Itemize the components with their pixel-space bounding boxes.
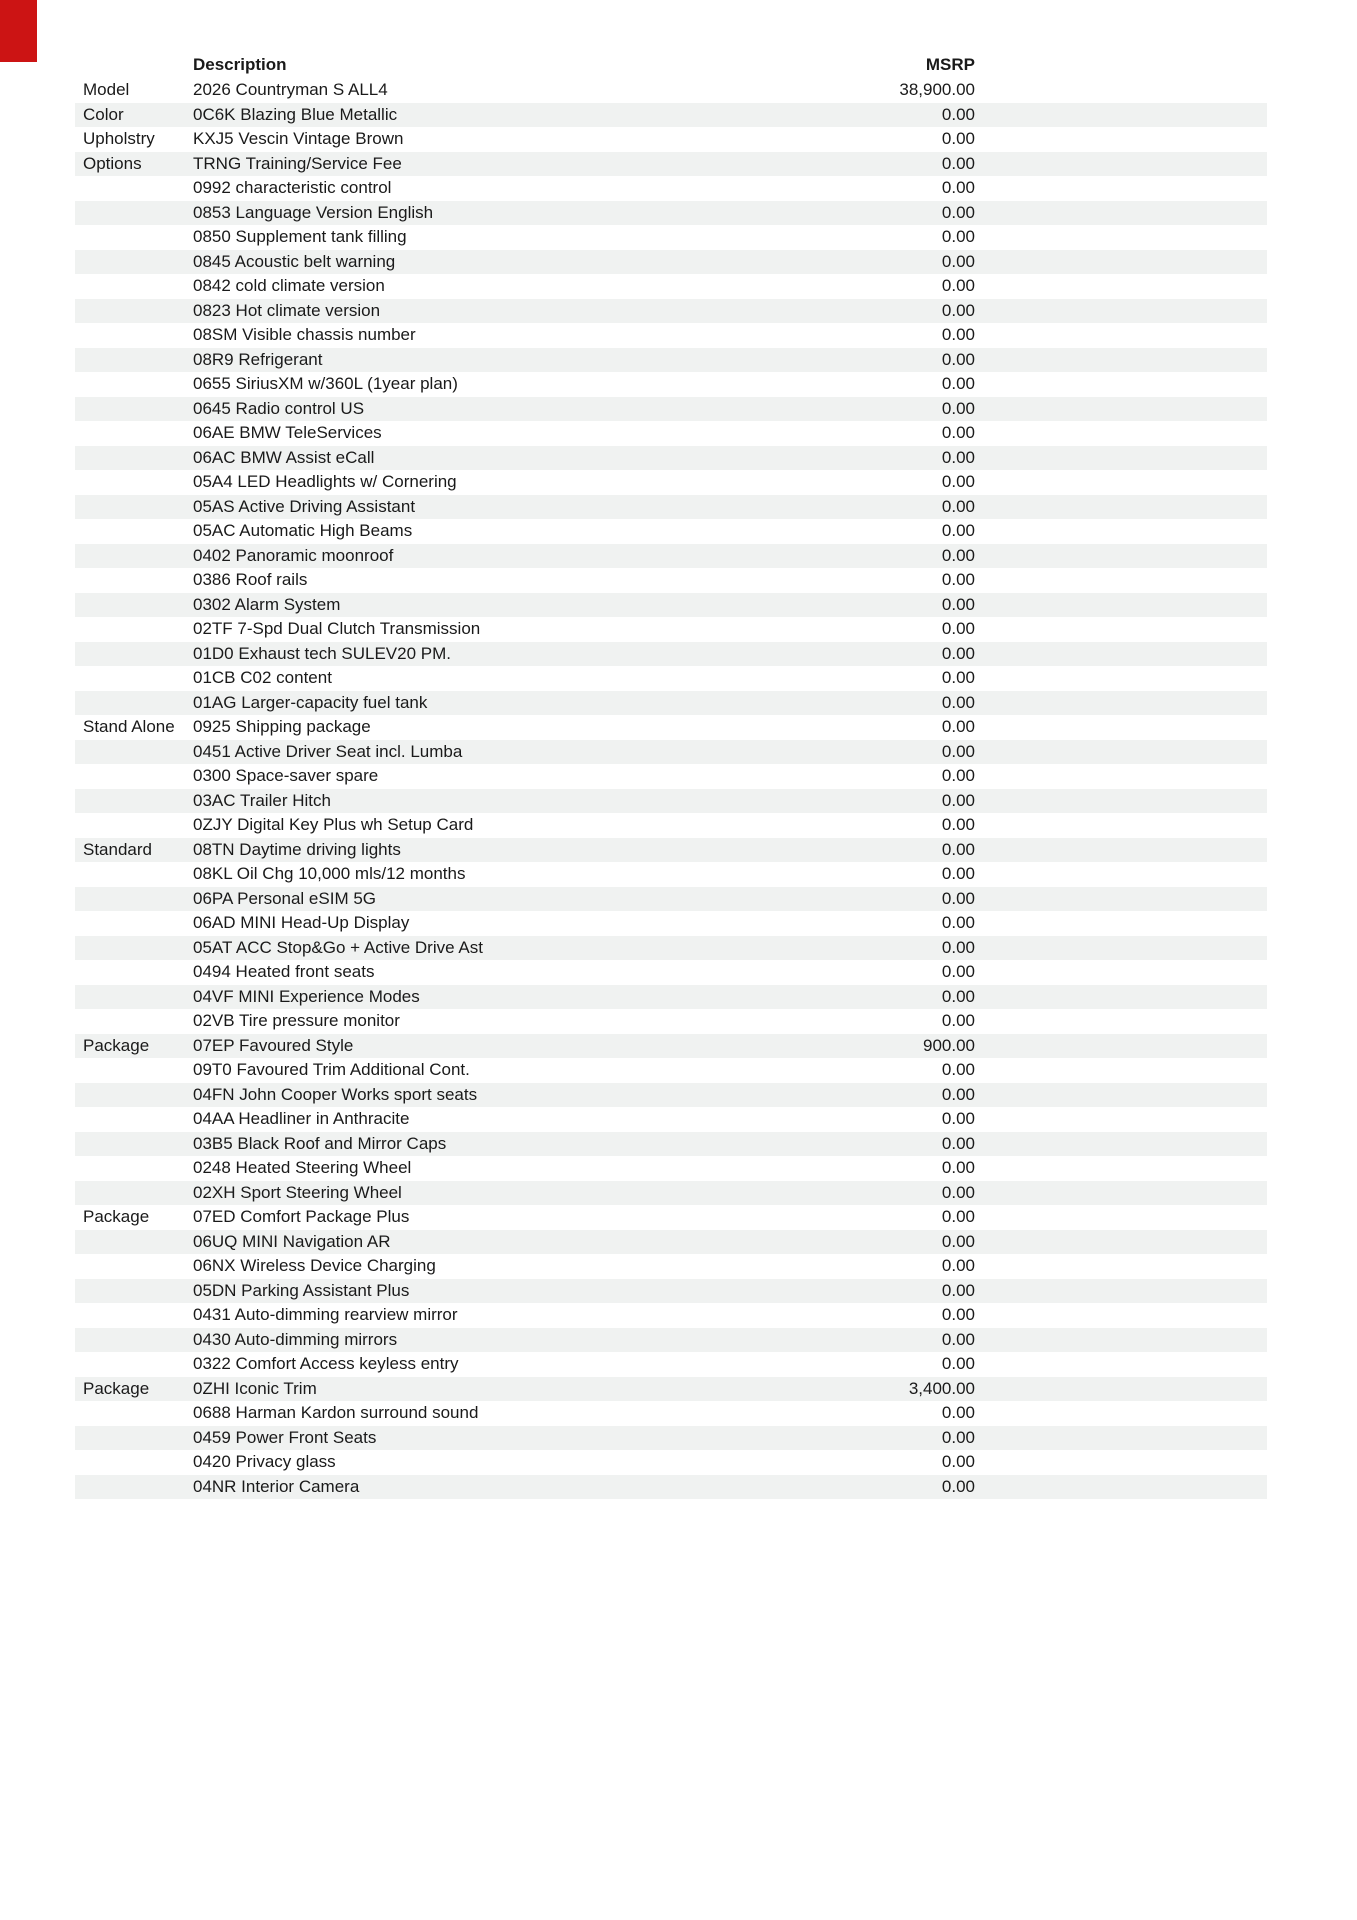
description-cell: 07ED Comfort Package Plus xyxy=(193,1207,410,1227)
table-row xyxy=(75,1352,1267,1377)
msrp-cell: 0.00 xyxy=(941,398,975,418)
msrp-cell: 0.00 xyxy=(941,643,975,663)
table-row xyxy=(75,838,1267,863)
msrp-cell: 0.00 xyxy=(941,1084,975,1104)
msrp-cell: 0.00 xyxy=(941,1427,975,1447)
msrp-cell: 0.00 xyxy=(941,668,975,688)
msrp-cell: 0.00 xyxy=(941,1329,975,1349)
msrp-cell: 0.00 xyxy=(941,472,975,492)
msrp-cell: 0.00 xyxy=(941,962,975,982)
table-row xyxy=(75,1107,1267,1132)
description-cell: 0C6K Blazing Blue Metallic xyxy=(193,104,398,124)
table-row xyxy=(75,495,1267,520)
description-cell: 0300 Space-saver spare xyxy=(193,766,379,786)
description-cell: 01CB C02 content xyxy=(193,668,332,688)
description-cell: 06AE BMW TeleServices xyxy=(193,423,382,443)
table-row xyxy=(75,1279,1267,1304)
table-row xyxy=(75,397,1267,422)
msrp-cell: 0.00 xyxy=(941,178,975,198)
category-cell: Package xyxy=(83,1035,150,1055)
msrp-cell: 0.00 xyxy=(941,129,975,149)
table-row xyxy=(75,78,1267,103)
table-row xyxy=(75,1034,1267,1059)
description-cell: 05AT ACC Stop&Go + Active Drive Ast xyxy=(193,937,483,957)
table-row xyxy=(75,862,1267,887)
msrp-cell: 0.00 xyxy=(941,937,975,957)
table-row xyxy=(75,1083,1267,1108)
description-cell: 05A4 LED Headlights w/ Cornering xyxy=(193,472,457,492)
description-cell: 08TN Daytime driving lights xyxy=(193,839,401,859)
table-row xyxy=(75,617,1267,642)
description-cell: 2026 Countryman S ALL4 xyxy=(193,80,388,100)
description-cell: 05AS Active Driving Assistant xyxy=(193,496,416,516)
table-row xyxy=(75,299,1267,324)
msrp-cell: 0.00 xyxy=(941,839,975,859)
table-row xyxy=(75,985,1267,1010)
description-cell: 05DN Parking Assistant Plus xyxy=(193,1280,410,1300)
category-cell: Color xyxy=(83,104,124,124)
description-cell: 08R9 Refrigerant xyxy=(193,349,323,369)
table-row xyxy=(75,813,1267,838)
description-cell: 0302 Alarm System xyxy=(193,594,341,614)
msrp-cell: 0.00 xyxy=(941,325,975,345)
description-cell: 0823 Hot climate version xyxy=(193,300,381,320)
description-cell: 03AC Trailer Hitch xyxy=(193,790,331,810)
description-cell: 0853 Language Version English xyxy=(193,202,434,222)
table-row xyxy=(75,666,1267,691)
table-row xyxy=(75,225,1267,250)
msrp-cell: 0.00 xyxy=(941,619,975,639)
table-row xyxy=(75,152,1267,177)
description-cell: 0248 Heated Steering Wheel xyxy=(193,1158,412,1178)
table-row xyxy=(75,470,1267,495)
category-cell: Package xyxy=(83,1207,150,1227)
table-row xyxy=(75,642,1267,667)
description-cell: 03B5 Black Roof and Mirror Caps xyxy=(193,1133,447,1153)
msrp-cell: 0.00 xyxy=(941,374,975,394)
description-cell: 04FN John Cooper Works sport seats xyxy=(193,1084,478,1104)
table-row xyxy=(75,1009,1267,1034)
description-cell: TRNG Training/Service Fee xyxy=(193,153,402,173)
table-row xyxy=(75,593,1267,618)
description-cell: 0322 Comfort Access keyless entry xyxy=(193,1354,459,1374)
description-cell: 0845 Acoustic belt warning xyxy=(193,251,396,271)
msrp-cell: 0.00 xyxy=(941,864,975,884)
description-cell: 0459 Power Front Seats xyxy=(193,1427,377,1447)
msrp-cell: 0.00 xyxy=(941,153,975,173)
description-cell: 0494 Heated front seats xyxy=(193,962,375,982)
category-cell: Stand Alone xyxy=(83,717,175,737)
description-cell: 06AC BMW Assist eCall xyxy=(193,447,375,467)
msrp-cell: 0.00 xyxy=(941,1133,975,1153)
category-cell: Standard xyxy=(83,839,152,859)
msrp-cell: 0.00 xyxy=(941,349,975,369)
description-cell: 08SM Visible chassis number xyxy=(193,325,416,345)
table-row xyxy=(75,176,1267,201)
table-row xyxy=(75,1475,1267,1500)
msrp-cell: 0.00 xyxy=(941,1182,975,1202)
msrp-cell: 0.00 xyxy=(941,202,975,222)
msrp-cell: 3,400.00 xyxy=(908,1378,975,1398)
table-row xyxy=(75,201,1267,226)
table-row xyxy=(75,1254,1267,1279)
description-cell: 0431 Auto-dimming rearview mirror xyxy=(193,1305,458,1325)
table-row xyxy=(75,936,1267,961)
description-cell: 02TF 7-Spd Dual Clutch Transmission xyxy=(193,619,481,639)
msrp-cell: 38,900.00 xyxy=(899,80,975,100)
msrp-cell: 0.00 xyxy=(941,594,975,614)
msrp-cell: 0.00 xyxy=(941,251,975,271)
description-cell: KXJ5 Vescin Vintage Brown xyxy=(193,129,404,149)
description-cell: 0655 SiriusXM w/360L (1year plan) xyxy=(193,374,458,394)
msrp-cell: 0.00 xyxy=(941,1354,975,1374)
table-row xyxy=(75,544,1267,569)
description-cell: 07EP Favoured Style xyxy=(193,1035,354,1055)
msrp-cell: 0.00 xyxy=(941,496,975,516)
msrp-cell: 0.00 xyxy=(941,521,975,541)
msrp-cell: 0.00 xyxy=(941,1109,975,1129)
category-cell: Options xyxy=(83,153,142,173)
table-row xyxy=(75,1132,1267,1157)
table-header-row xyxy=(75,52,1267,78)
description-cell: 0688 Harman Kardon surround sound xyxy=(193,1403,479,1423)
table-row xyxy=(75,960,1267,985)
msrp-cell: 0.00 xyxy=(941,1476,975,1496)
description-cell: 0451 Active Driver Seat incl. Lumba xyxy=(193,741,463,761)
description-cell: 05AC Automatic High Beams xyxy=(193,521,413,541)
msrp-cell: 0.00 xyxy=(941,1158,975,1178)
table-row xyxy=(75,1426,1267,1451)
category-cell: Model xyxy=(83,80,130,100)
msrp-cell: 0.00 xyxy=(941,815,975,835)
table-row xyxy=(75,789,1267,814)
table-row xyxy=(75,887,1267,912)
price-sheet xyxy=(75,52,1267,1499)
table-row xyxy=(75,446,1267,471)
msrp-cell: 0.00 xyxy=(941,570,975,590)
msrp-cell: 0.00 xyxy=(941,1452,975,1472)
table-row xyxy=(75,274,1267,299)
description-cell: 04AA Headliner in Anthracite xyxy=(193,1109,410,1129)
table-row xyxy=(75,740,1267,765)
description-cell: 02VB Tire pressure monitor xyxy=(193,1011,400,1031)
msrp-cell: 0.00 xyxy=(941,1280,975,1300)
description-cell: 01D0 Exhaust tech SULEV20 PM. xyxy=(193,643,451,663)
description-cell: 08KL Oil Chg 10,000 mls/12 months xyxy=(193,864,466,884)
msrp-cell: 0.00 xyxy=(941,1207,975,1227)
msrp-cell: 0.00 xyxy=(941,276,975,296)
table-row xyxy=(75,1205,1267,1230)
description-cell: 06UQ MINI Navigation AR xyxy=(193,1231,391,1251)
description-cell: 02XH Sport Steering Wheel xyxy=(193,1182,402,1202)
description-cell: 0ZHI Iconic Trim xyxy=(193,1378,317,1398)
table-row xyxy=(75,348,1267,373)
table-row xyxy=(75,1156,1267,1181)
msrp-cell: 0.00 xyxy=(941,1231,975,1251)
category-cell: Package xyxy=(83,1378,150,1398)
table-row xyxy=(75,372,1267,397)
msrp-cell: 0.00 xyxy=(941,888,975,908)
table-row xyxy=(75,764,1267,789)
description-cell: 06AD MINI Head-Up Display xyxy=(193,913,410,933)
description-cell: 0842 cold climate version xyxy=(193,276,385,296)
table-row xyxy=(75,568,1267,593)
msrp-cell: 0.00 xyxy=(941,1011,975,1031)
description-cell: 09T0 Favoured Trim Additional Cont. xyxy=(193,1060,470,1080)
table-row xyxy=(75,1303,1267,1328)
msrp-cell: 0.00 xyxy=(941,104,975,124)
description-cell: 04VF MINI Experience Modes xyxy=(193,986,420,1006)
description-cell: 04NR Interior Camera xyxy=(193,1476,360,1496)
table-row xyxy=(75,1181,1267,1206)
msrp-cell: 0.00 xyxy=(941,1305,975,1325)
msrp-cell: 0.00 xyxy=(941,227,975,247)
description-cell: 0850 Supplement tank filling xyxy=(193,227,407,247)
table-row xyxy=(75,911,1267,936)
description-cell: 0386 Roof rails xyxy=(193,570,308,590)
red-corner-mark xyxy=(0,0,37,62)
description-cell: 0645 Radio control US xyxy=(193,398,365,418)
msrp-cell: 0.00 xyxy=(941,447,975,467)
table-row xyxy=(75,715,1267,740)
description-cell: 0402 Panoramic moonroof xyxy=(193,545,394,565)
description-cell: 0430 Auto-dimming mirrors xyxy=(193,1329,398,1349)
msrp-cell: 0.00 xyxy=(941,986,975,1006)
description-cell: 0992 characteristic control xyxy=(193,178,392,198)
table-body xyxy=(75,78,1267,1499)
table-row xyxy=(75,691,1267,716)
table-row xyxy=(75,421,1267,446)
msrp-cell: 0.00 xyxy=(941,1060,975,1080)
msrp-cell: 900.00 xyxy=(923,1035,975,1055)
table-row xyxy=(75,103,1267,128)
msrp-cell: 0.00 xyxy=(941,692,975,712)
description-column-header: Description xyxy=(193,55,287,74)
msrp-cell: 0.00 xyxy=(941,766,975,786)
description-cell: 06NX Wireless Device Charging xyxy=(193,1256,436,1276)
description-cell: 0420 Privacy glass xyxy=(193,1452,336,1472)
msrp-cell: 0.00 xyxy=(941,545,975,565)
table-row xyxy=(75,519,1267,544)
description-cell: 0925 Shipping package xyxy=(193,717,371,737)
table-row xyxy=(75,1377,1267,1402)
table-row xyxy=(75,127,1267,152)
msrp-cell: 0.00 xyxy=(941,300,975,320)
msrp-cell: 0.00 xyxy=(941,423,975,443)
description-cell: 0ZJY Digital Key Plus wh Setup Card xyxy=(193,815,474,835)
category-cell: Upholstry xyxy=(83,129,155,149)
table-row xyxy=(75,1230,1267,1255)
table-row xyxy=(75,1058,1267,1083)
description-cell: 06PA Personal eSIM 5G xyxy=(193,888,377,908)
msrp-cell: 0.00 xyxy=(941,1403,975,1423)
table-row xyxy=(75,1401,1267,1426)
msrp-cell: 0.00 xyxy=(941,741,975,761)
msrp-cell: 0.00 xyxy=(941,717,975,737)
description-cell: 01AG Larger-capacity fuel tank xyxy=(193,692,428,712)
msrp-column-header: MSRP xyxy=(925,55,975,74)
table-row xyxy=(75,1328,1267,1353)
table-row xyxy=(75,323,1267,348)
table-row xyxy=(75,250,1267,275)
msrp-cell: 0.00 xyxy=(941,1256,975,1276)
msrp-cell: 0.00 xyxy=(941,913,975,933)
table-row xyxy=(75,1450,1267,1475)
msrp-cell: 0.00 xyxy=(941,790,975,810)
